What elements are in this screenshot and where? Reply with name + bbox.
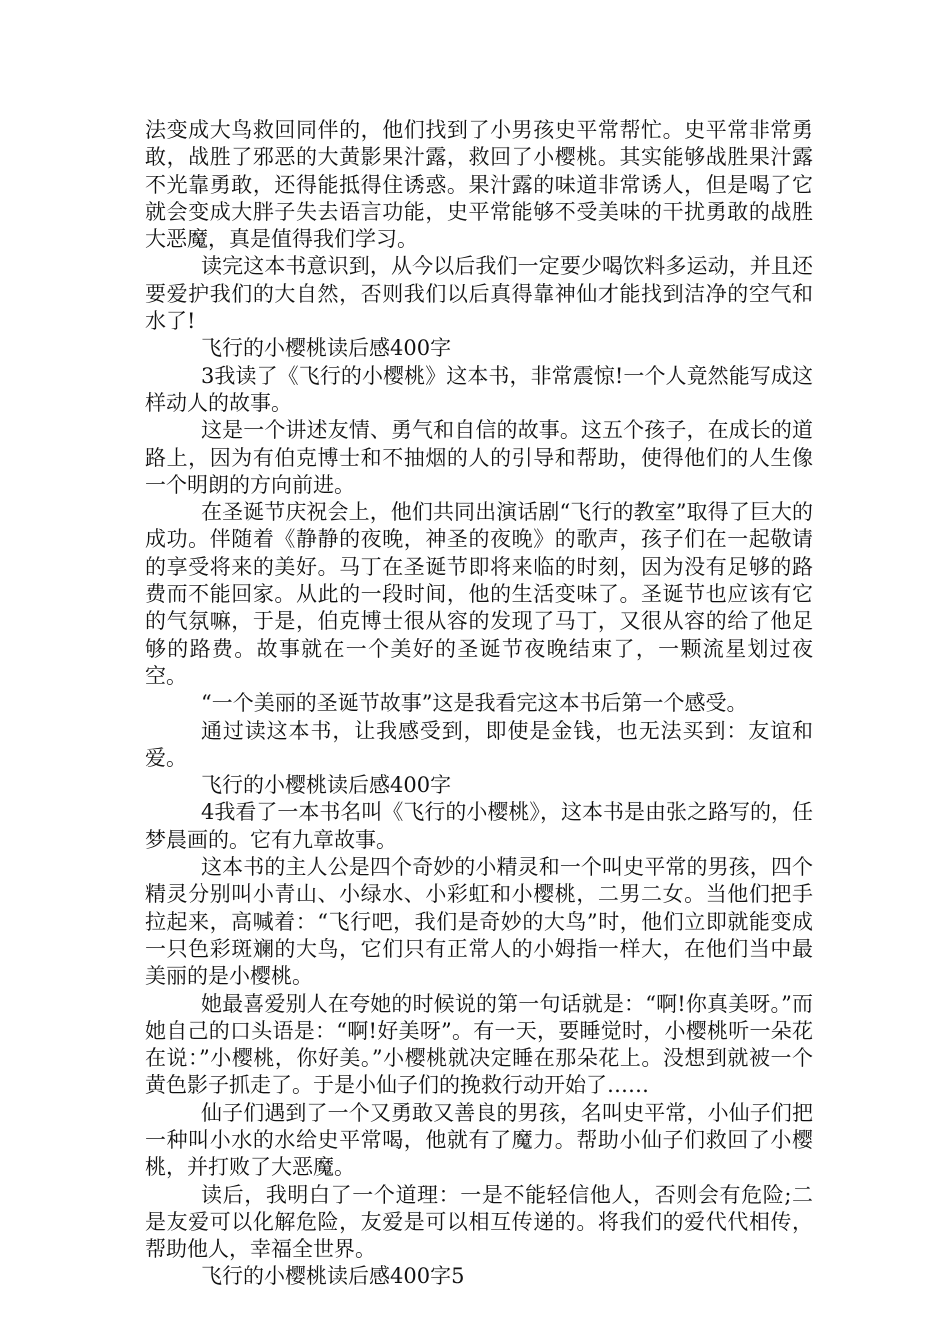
section-heading: 飞行的小樱桃读后感400字 [201, 773, 452, 798]
document-body [145, 117, 813, 1291]
paragraph: 通过读这本书，让我感受到，即使是金钱，也无法买到：友谊和爱。 [145, 718, 813, 770]
paragraph: 这本书的主人公是四个奇妙的小精灵和一个叫史平常的男孩，四个精灵分别叫小青山、小绿水、小彩虹和小樱桃，二男二女。当他们把手拉起来，高喊着：“飞行吧，我们是奇妙的大鸟”时，他们立即就能变成一只色彩斑斓的大鸟，它们只有正常人的小姆指一样大，在他们当中最美丽的是小樱桃。 [145, 855, 813, 989]
paragraph: “一个美丽的圣诞节故事”这是我看完这本书后第一个感受。 [201, 691, 748, 716]
paragraph: 4我看了一本书名叫《飞行的小樱桃》，这本书是由张之路写的，任梦晨画的。它有九章故事。 [145, 800, 813, 852]
paragraph: 仙子们遇到了一个又勇敢又善良的男孩，名叫史平常，小仙子们把一种叫小水的水给史平常喝，他就有了魔力。帮助小仙子们救回了小樱桃，并打败了大恶魔。 [145, 1100, 813, 1180]
paragraph: 在圣诞节庆祝会上，他们共同出演话剧“飞行的教室”取得了巨大的成功。伴随着《静静的夜晚，神圣的夜晚》的歌声，孩子们在一起敬请的享受将来的美好。马丁在圣诞节即将来临的时刻，因为没有足够的路费而不能回家。从此的一段时间，他的生活变味了。圣诞节也应该有它的气氛嘛，于是，伯克博士很从容的发现了马丁，又很从容的给了他足够的路费。故事就在一个美好的圣诞节夜晚结束了，一颗流星划过夜空。 [145, 500, 813, 688]
section-heading: 飞行的小樱桃读后感400字5 [201, 1264, 465, 1289]
paragraph-continued: 法变成大鸟救回同伴的，他们找到了小男孩史平常帮忙。史平常非常勇敢，战胜了邪恶的大黄影果汁露，救回了小樱桃。其实能够战胜果汁露不光靠勇敢，还得能抵得住诱惑。果汁露的味道非常诱人，但是喝了它就会变成大胖子失去语言功能，史平常能够不受美味的干扰勇敢的战胜大恶魔，真是值得我们学习。 [145, 118, 813, 252]
paragraph: 读完这本书意识到，从今以后我们一定要少喝饮料多运动，并且还要爱护我们的大自然，否则我们以后真得靠神仙才能找到洁净的空气和水了! [145, 254, 813, 334]
paragraph: 她最喜爱别人在夸她的时候说的第一句话就是：“啊!你真美呀。”而她自己的口头语是：“啊!好美呀”。有一天，要睡觉时，小樱桃听一朵花在说：”小樱桃，你好美。”小樱桃就决定睡在那朵花上。没想到就被一个黄色影子抓走了。于是小仙子们的挽救行动开始了…… [145, 991, 813, 1098]
section-heading: 飞行的小樱桃读后感400字 [201, 336, 452, 361]
paragraph: 这是一个讲述友情、勇气和自信的故事。这五个孩子，在成长的道路上，因为有伯克博士和不抽烟的人的引导和帮助，使得他们的人生像一个明朗的方向前进。 [145, 418, 813, 497]
paragraph: 3我读了《飞行的小樱桃》这本书，非常震惊!一个人竟然能写成这样动人的故事。 [145, 363, 813, 415]
paragraph: 读后，我明白了一个道理：一是不能轻信他人，否则会有危险;二是友爱可以化解危险，友爱是可以相互传递的。将我们的爱代代相传，帮助他人，幸福全世界。 [145, 1182, 813, 1262]
